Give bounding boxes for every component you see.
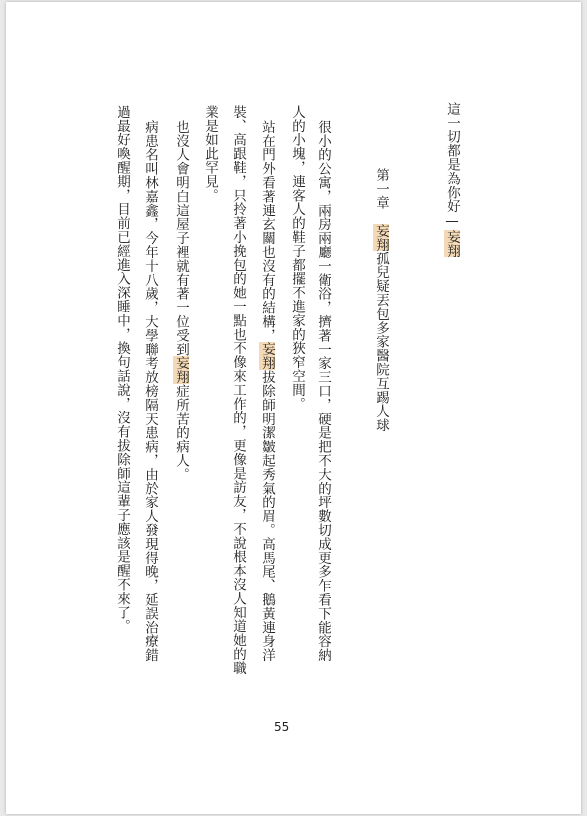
- body-text: 拔除師明潔皺起秀氣的眉。高馬尾、鵝黃連身洋: [259, 370, 275, 663]
- page-number: 55: [274, 720, 290, 734]
- header-highlight: 妄翔: [444, 229, 460, 258]
- body-text: 站在門外看著連玄關也沒有的結構，: [259, 120, 275, 343]
- body-text: 也沒人會明白這屋子裡就有著一位受到: [173, 120, 189, 357]
- book-page: [6, 2, 581, 814]
- body-line-2: 人的小塊，連客人的鞋子都擺不進家的狹窄空間。: [289, 105, 305, 411]
- body-line-5: 業是如此罕見。: [202, 105, 218, 203]
- chapter-prefix: 第一章: [373, 168, 389, 224]
- body-line-4: 裝、高跟鞋，只拎著小挽包的她一點也不像來工作的，更像是訪友，不說根本沒人知道她的職: [230, 105, 246, 675]
- body-line-6: [173, 120, 188, 481]
- highlight-term: 妄翔: [259, 342, 275, 371]
- body-line-7: 病患名叫林嘉鑫，今年十八歲，大學聯考放榜隔天患病，由於家人發現得晚，延誤治療錯: [142, 120, 158, 663]
- body-line-8: 過最好喚醒期，目前已經進入深睡中，換句話說，沒有拔除師這輩子應該是醒不來了。: [114, 105, 130, 634]
- header-title: 這一切都是為你好—: [444, 102, 460, 230]
- highlight-term: 妄翔: [173, 356, 189, 385]
- chapter-title: [373, 168, 388, 432]
- chapter-rest: 孤兒疑丟包多家醫院互踢人球: [373, 251, 389, 433]
- body-text: 症所苦的病人。: [173, 384, 189, 482]
- body-line-3: [259, 120, 274, 662]
- running-header: [444, 102, 459, 257]
- chapter-highlight: 妄翔: [373, 223, 389, 252]
- body-line-1: 很小的公寓，兩房兩廳一衛浴，擠著一家三口，硬是把不大的坪數切成更多乍看下能容納: [315, 120, 331, 663]
